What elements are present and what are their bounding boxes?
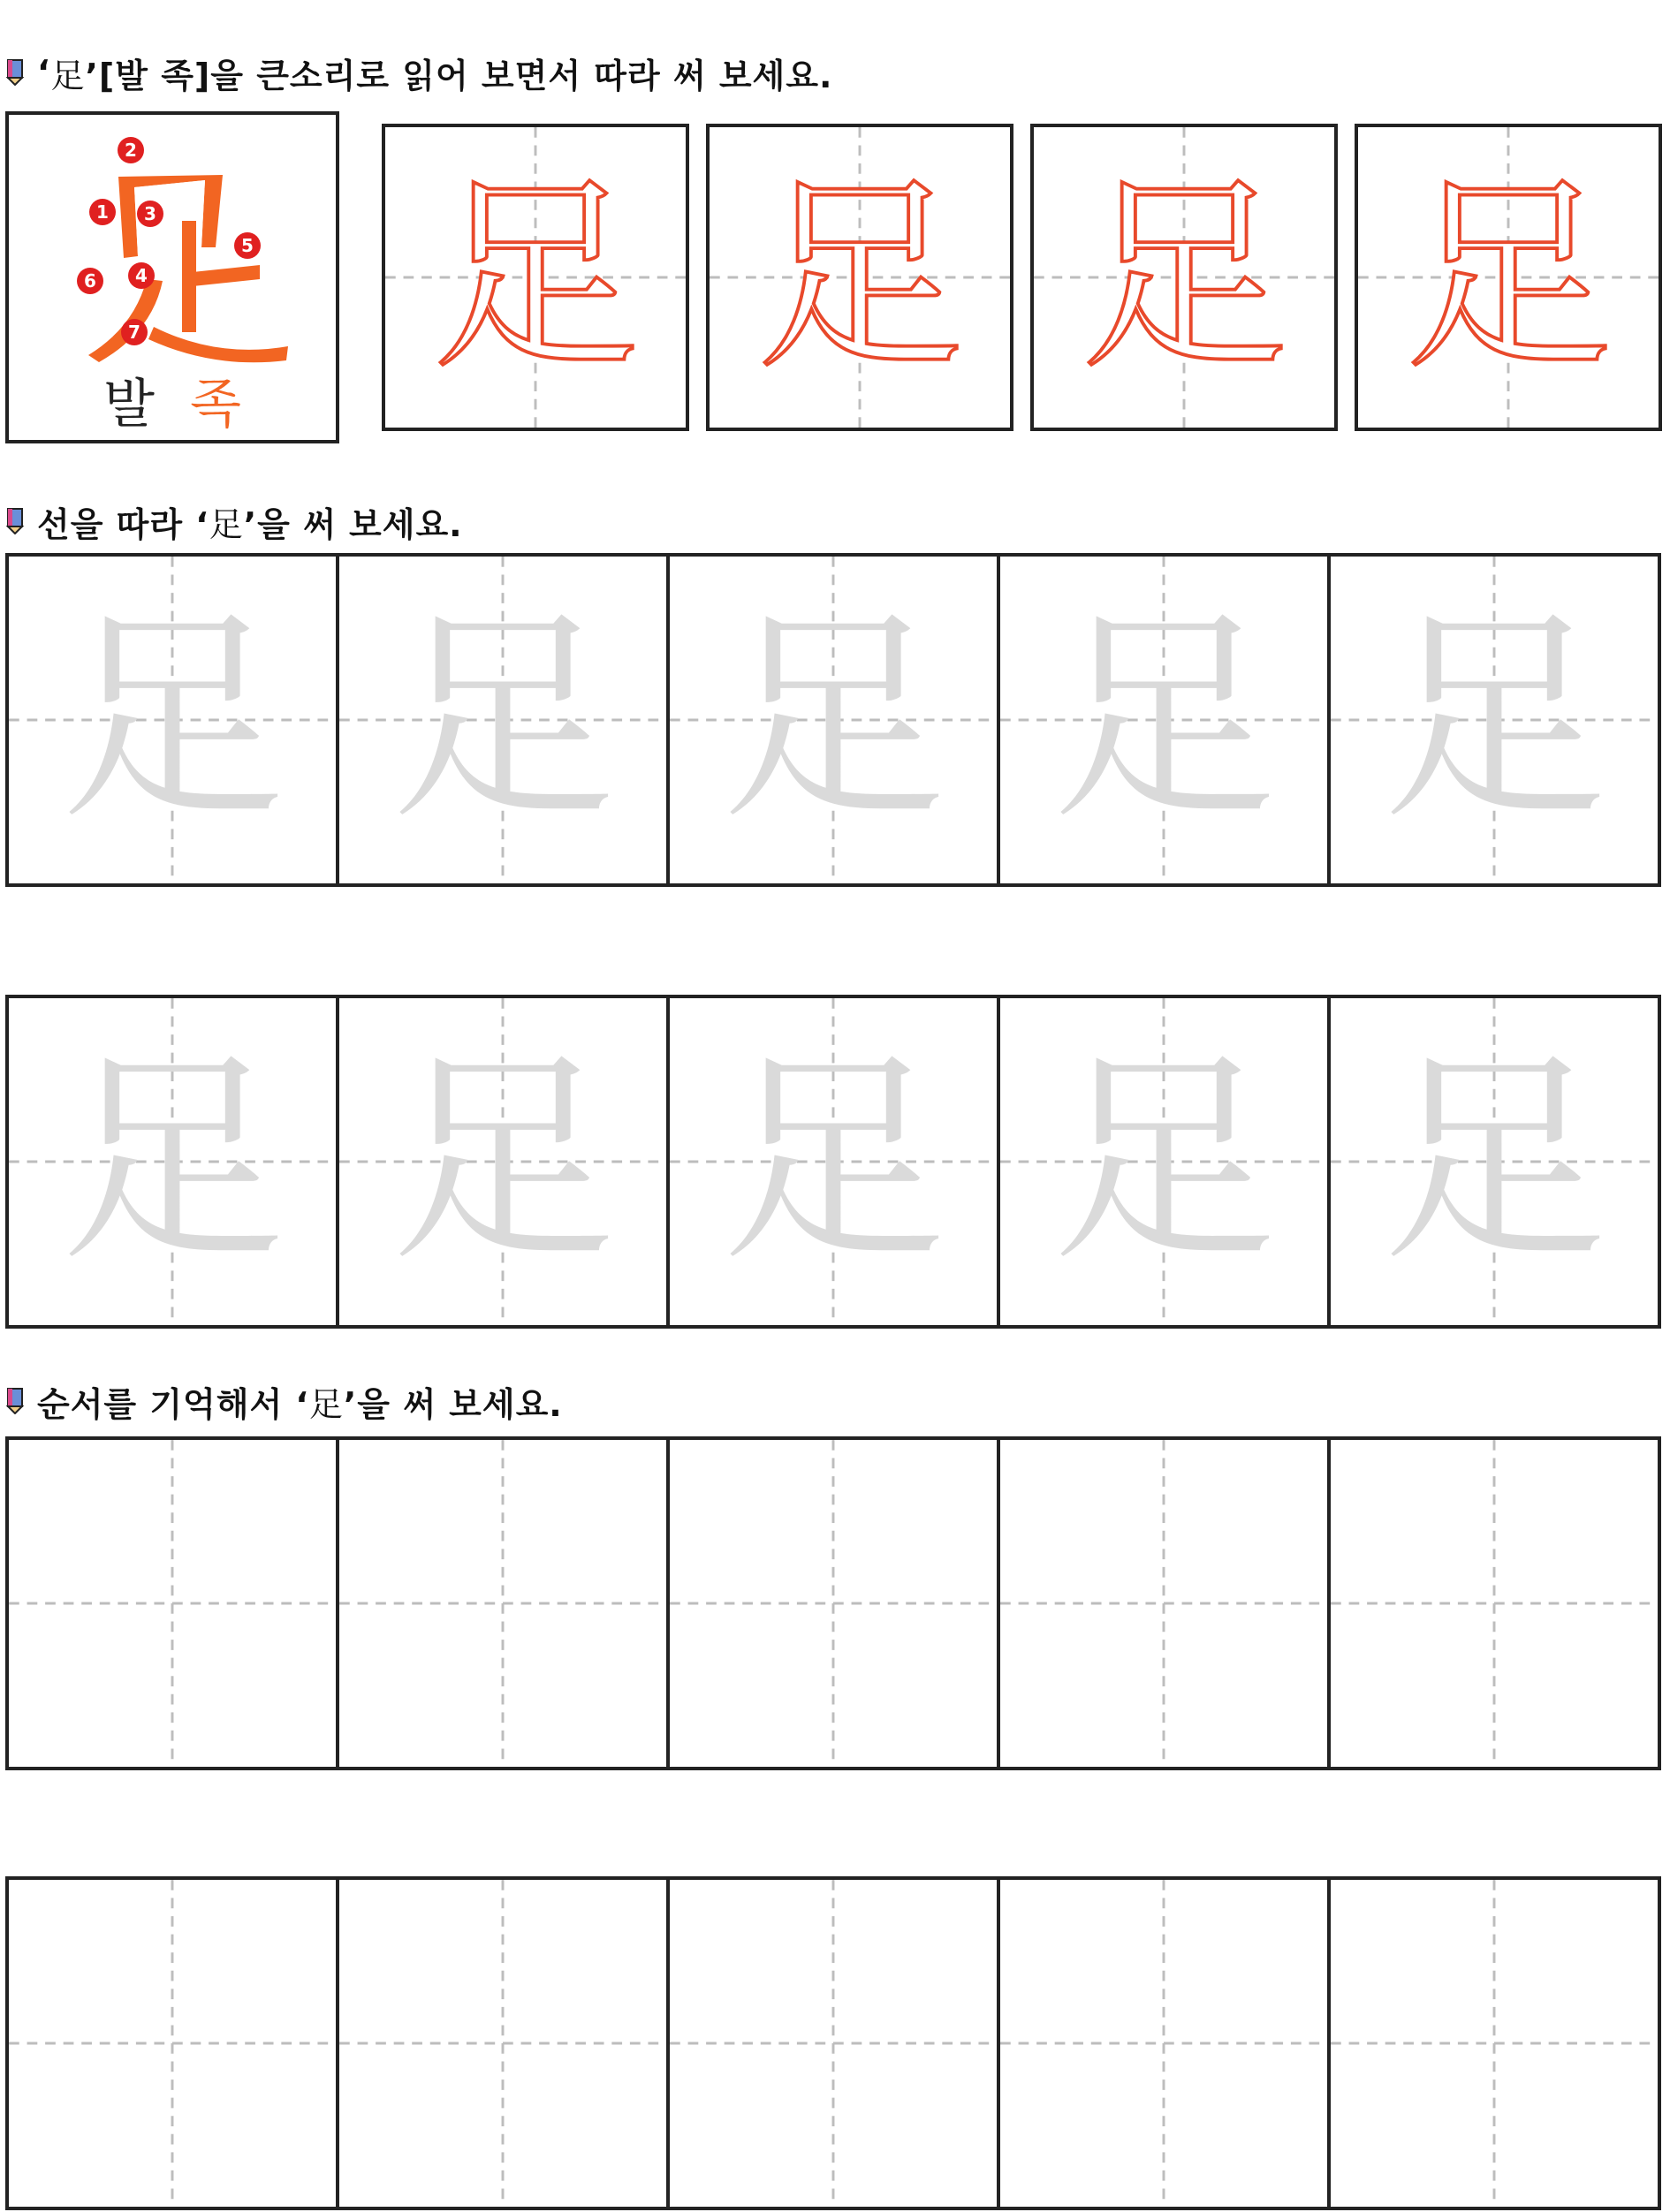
guide-lines bbox=[1331, 998, 1658, 1325]
trace-hanja: 足 bbox=[1381, 589, 1607, 851]
blank-practice-box[interactable] bbox=[336, 1436, 670, 1770]
guide-lines bbox=[1000, 998, 1327, 1325]
guide-lines bbox=[339, 557, 666, 883]
guide-lines bbox=[710, 127, 1010, 428]
guide-lines bbox=[9, 1880, 336, 2207]
pencil-icon bbox=[5, 1388, 25, 1414]
trace-box[interactable] bbox=[5, 553, 339, 887]
guide-lines bbox=[670, 1880, 997, 2207]
guide-lines bbox=[339, 998, 666, 1325]
trace-box[interactable] bbox=[666, 995, 1000, 1329]
section1-hanja: 足 bbox=[50, 56, 86, 95]
blank-practice-box[interactable] bbox=[666, 1876, 1000, 2210]
outline-trace-box[interactable] bbox=[382, 124, 689, 431]
trace-hanja: 足 bbox=[390, 589, 616, 851]
section1-suffix: ’[발 족]을 큰소리로 읽어 보면서 따라 써 보세요. bbox=[85, 56, 833, 95]
guide-lines bbox=[670, 1440, 997, 1767]
blank-practice-box[interactable] bbox=[997, 1436, 1331, 1770]
pencil-icon bbox=[5, 59, 25, 86]
trace-hanja: 足 bbox=[59, 1031, 285, 1292]
guide-lines bbox=[670, 998, 997, 1325]
hanja-meaning: 발 bbox=[103, 374, 155, 436]
outline-trace-box[interactable] bbox=[1355, 124, 1662, 431]
stroke-number-3: 3 bbox=[144, 203, 156, 224]
section2-prefix: 선을 따라 ‘ bbox=[37, 504, 209, 544]
blank-practice-box[interactable] bbox=[5, 1436, 339, 1770]
stroke-number-1: 1 bbox=[96, 201, 109, 223]
blank-practice-box[interactable] bbox=[336, 1876, 670, 2210]
section2-suffix: ’을 써 보세요. bbox=[243, 504, 463, 544]
trace-hanja: 足 bbox=[720, 1031, 946, 1292]
outline-hanja: 足 bbox=[755, 156, 964, 398]
pencil-icon bbox=[5, 508, 25, 534]
section2-hanja: 足 bbox=[209, 504, 244, 544]
guide-lines bbox=[1331, 557, 1658, 883]
trace-box[interactable] bbox=[666, 553, 1000, 887]
guide-lines bbox=[9, 998, 336, 1325]
trace-hanja: 足 bbox=[1051, 1031, 1277, 1292]
trace-box[interactable] bbox=[1327, 553, 1661, 887]
trace-box[interactable] bbox=[5, 995, 339, 1329]
section3-hanja: 足 bbox=[308, 1384, 344, 1424]
trace-hanja: 足 bbox=[1051, 589, 1277, 851]
guide-lines bbox=[1331, 1880, 1658, 2207]
blank-practice-box[interactable] bbox=[997, 1876, 1331, 2210]
outline-hanja: 足 bbox=[431, 156, 640, 398]
section2-instruction bbox=[5, 495, 463, 548]
guide-lines bbox=[9, 557, 336, 883]
stroke-number-5: 5 bbox=[241, 235, 254, 256]
trace-box[interactable] bbox=[336, 995, 670, 1329]
hanja-sound: 족 bbox=[190, 374, 241, 436]
guide-lines bbox=[1000, 1880, 1327, 2207]
guide-lines bbox=[1331, 1440, 1658, 1767]
trace-box[interactable] bbox=[997, 995, 1331, 1329]
section3-prefix: 순서를 기억해서 ‘ bbox=[37, 1384, 309, 1424]
outline-hanja: 足 bbox=[1080, 156, 1288, 398]
outline-trace-box[interactable] bbox=[1030, 124, 1338, 431]
trace-hanja: 足 bbox=[390, 1031, 616, 1292]
trace-box[interactable] bbox=[336, 553, 670, 887]
trace-hanja: 足 bbox=[720, 589, 946, 851]
trace-box[interactable] bbox=[1327, 995, 1661, 1329]
blank-practice-box[interactable] bbox=[1327, 1876, 1661, 2210]
trace-hanja: 足 bbox=[59, 589, 285, 851]
outline-trace-box[interactable] bbox=[706, 124, 1013, 431]
stroke-number-6: 6 bbox=[84, 270, 96, 292]
section3-instruction bbox=[5, 1375, 563, 1428]
stroke-number-4: 4 bbox=[135, 265, 148, 286]
stroke-order-diagram bbox=[49, 124, 297, 380]
blank-practice-box[interactable] bbox=[1327, 1436, 1661, 1770]
stroke-number-7: 7 bbox=[128, 322, 140, 343]
guide-lines bbox=[9, 1440, 336, 1767]
guide-lines bbox=[670, 557, 997, 883]
guide-lines bbox=[1358, 127, 1659, 428]
blank-practice-box[interactable] bbox=[5, 1876, 339, 2210]
section1-prefix: ‘ bbox=[37, 53, 51, 92]
section1-instruction bbox=[5, 46, 832, 99]
trace-box[interactable] bbox=[997, 553, 1331, 887]
guide-lines bbox=[1000, 1440, 1327, 1767]
blank-practice-box[interactable] bbox=[666, 1436, 1000, 1770]
outline-hanja: 足 bbox=[1404, 156, 1613, 398]
guide-lines bbox=[1034, 127, 1334, 428]
guide-lines bbox=[339, 1440, 666, 1767]
guide-lines bbox=[1000, 557, 1327, 883]
stroke-number-2: 2 bbox=[125, 140, 137, 161]
guide-lines bbox=[339, 1880, 666, 2207]
trace-hanja: 足 bbox=[1381, 1031, 1607, 1292]
guide-lines bbox=[385, 127, 686, 428]
stroke-order-reference bbox=[5, 111, 339, 443]
section3-suffix: ’을 써 보세요. bbox=[343, 1384, 563, 1424]
reading-label bbox=[9, 362, 336, 438]
